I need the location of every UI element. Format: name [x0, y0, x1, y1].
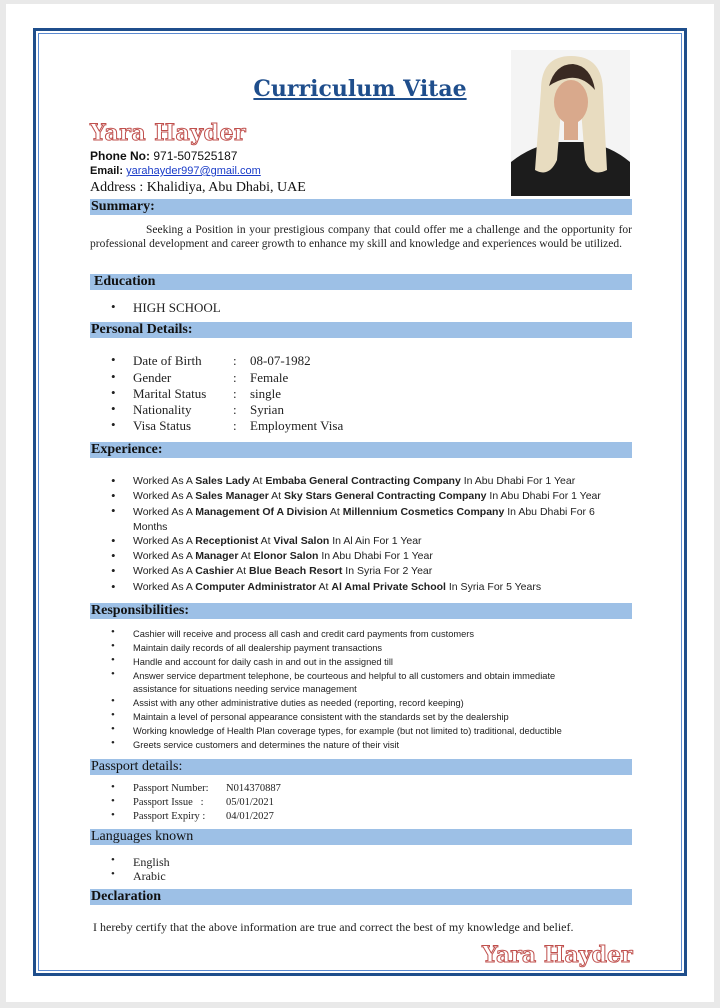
dob-value: 08-07-1982 — [250, 353, 311, 368]
experience-heading: Experience: — [90, 442, 632, 458]
experience-item: Worked As A Manager At Elonor Salon In Abu Dhabi For 1 Year — [133, 550, 433, 562]
bullet-icon: • — [111, 868, 115, 880]
visa-label: Visa Status — [133, 418, 192, 433]
responsibility-item: Working knowledge of Health Plan coverage types, for example (but not limited to) traditional, deductible — [133, 726, 562, 736]
phone-value: 971-507525187 — [153, 149, 238, 163]
bullet-icon: • — [111, 417, 116, 432]
gender-label: Gender — [133, 370, 172, 385]
passport-number-value: N014370887 — [226, 783, 281, 794]
responsibility-item-continued: assistance for situations needing service management — [133, 684, 357, 694]
passport-expiry-value: 04/01/2027 — [226, 811, 274, 822]
bullet-icon: • — [111, 299, 116, 314]
declaration-heading: Declaration — [90, 889, 632, 905]
bullet-icon: • — [111, 795, 115, 807]
experience-item: Worked As A Cashier At Blue Beach Resort In Syria For 2 Year — [133, 565, 433, 577]
nationality-label: Nationality — [133, 402, 192, 417]
bullet-icon: • — [111, 352, 116, 367]
bullet-icon: • — [111, 709, 115, 721]
email-label: Email: — [90, 165, 124, 177]
separator: : — [233, 353, 237, 368]
bullet-icon: • — [111, 401, 116, 416]
summary-text: Seeking a Position in your prestigious company that could offer me a challenge and the opportunity for professional development and career growth to enhance my skill and knowledge and experiences would be utilized. — [90, 224, 632, 250]
bullet-icon: • — [111, 809, 115, 821]
responsibility-item: Answer service department telephone, be courteous and helpful to all customers and obtain immediate — [133, 671, 556, 681]
email-link[interactable]: yarahayder997@gmail.com — [126, 165, 261, 177]
bullet-icon: • — [111, 563, 116, 578]
passport-expiry-label: Passport Expiry : — [133, 811, 206, 822]
bullet-icon: • — [111, 854, 115, 866]
email-line — [90, 165, 261, 177]
dob-label: Date of Birth — [133, 353, 202, 368]
phone-label: Phone No: — [90, 149, 150, 163]
separator: : — [233, 386, 237, 401]
bullet-icon: • — [111, 488, 116, 503]
passport-heading: Passport details: — [90, 759, 632, 775]
bullet-icon: • — [111, 640, 115, 652]
separator: : — [233, 402, 237, 417]
bullet-icon: • — [111, 385, 116, 400]
experience-item: Worked As A Computer Administrator At Al Amal Private School In Syria For 5 Years — [133, 581, 542, 593]
candidate-name: Yara Hayder — [90, 120, 247, 146]
summary-heading: Summary: — [90, 199, 632, 215]
nationality-value: Syrian — [250, 402, 284, 417]
passport-issue-value: 05/01/2021 — [226, 797, 274, 808]
passport-number-label: Passport Number: — [133, 783, 209, 794]
bullet-icon: • — [111, 737, 115, 749]
experience-item: Worked As A Sales Manager At Sky Stars General Contracting Company In Abu Dhabi For 1 Year — [133, 490, 601, 502]
bullet-icon: • — [111, 533, 116, 548]
languages-heading: Languages known — [90, 829, 632, 845]
responsibility-item: Assist with any other administrative duties as needed (reporting, record keeping) — [133, 698, 464, 708]
experience-item: Worked As A Sales Lady At Embaba General Contracting Company In Abu Dhabi For 1 Year — [133, 475, 576, 487]
bullet-icon: • — [111, 473, 116, 488]
personal-heading: Personal Details: — [90, 322, 632, 338]
bullet-icon: • — [111, 723, 115, 735]
experience-item: Worked As A Management Of A Division At Millennium Cosmetics Company In Abu Dhabi For 6 Months — [133, 506, 595, 533]
bullet-icon: • — [111, 781, 115, 793]
phone-line — [90, 149, 237, 163]
signature: Yara Hayder — [482, 942, 633, 968]
passport-issue-label: Passport Issue : — [133, 797, 204, 808]
responsibilities-heading: Responsibilities: — [90, 603, 632, 619]
address: Address : Khalidiya, Abu Dhabi, UAE — [90, 180, 306, 195]
education-heading: Education — [90, 274, 632, 290]
profile-photo — [511, 50, 630, 196]
declaration-text: I hereby certify that the above information are true and correct the best of my knowledge and belief. — [93, 920, 574, 934]
bullet-icon: • — [111, 503, 116, 518]
bullet-icon: • — [111, 668, 115, 680]
visa-value: Employment Visa — [250, 418, 344, 433]
responsibility-item: Maintain daily records of all dealership payment transactions — [133, 643, 383, 653]
gender-value: Female — [250, 370, 289, 385]
responsibility-item: Greets service customers and determines the nature of their visit — [133, 740, 400, 750]
experience-item: Worked As A Receptionist At Vival Salon In Al Ain For 1 Year — [133, 535, 422, 547]
language-item: Arabic — [133, 869, 166, 883]
bullet-icon: • — [111, 695, 115, 707]
bullet-icon: • — [111, 369, 116, 384]
responsibility-item: Maintain a level of personal appearance consistent with the standards set by the dealership — [133, 712, 509, 722]
bullet-icon: • — [111, 548, 116, 563]
bullet-icon: • — [111, 654, 115, 666]
responsibility-item: Handle and account for daily cash in and out in the assigned till — [133, 657, 393, 667]
marital-label: Marital Status — [133, 386, 207, 401]
bullet-icon: • — [111, 626, 115, 638]
bullet-icon: • — [111, 579, 116, 594]
language-item: English — [133, 855, 170, 869]
responsibility-item: Cashier will receive and process all cash and credit card payments from customers — [133, 629, 475, 639]
separator: : — [233, 418, 237, 433]
education-item: HIGH SCHOOL — [133, 300, 221, 315]
separator: : — [233, 370, 237, 385]
marital-value: single — [250, 386, 282, 401]
page-title: Curriculum Vitae — [253, 76, 467, 102]
